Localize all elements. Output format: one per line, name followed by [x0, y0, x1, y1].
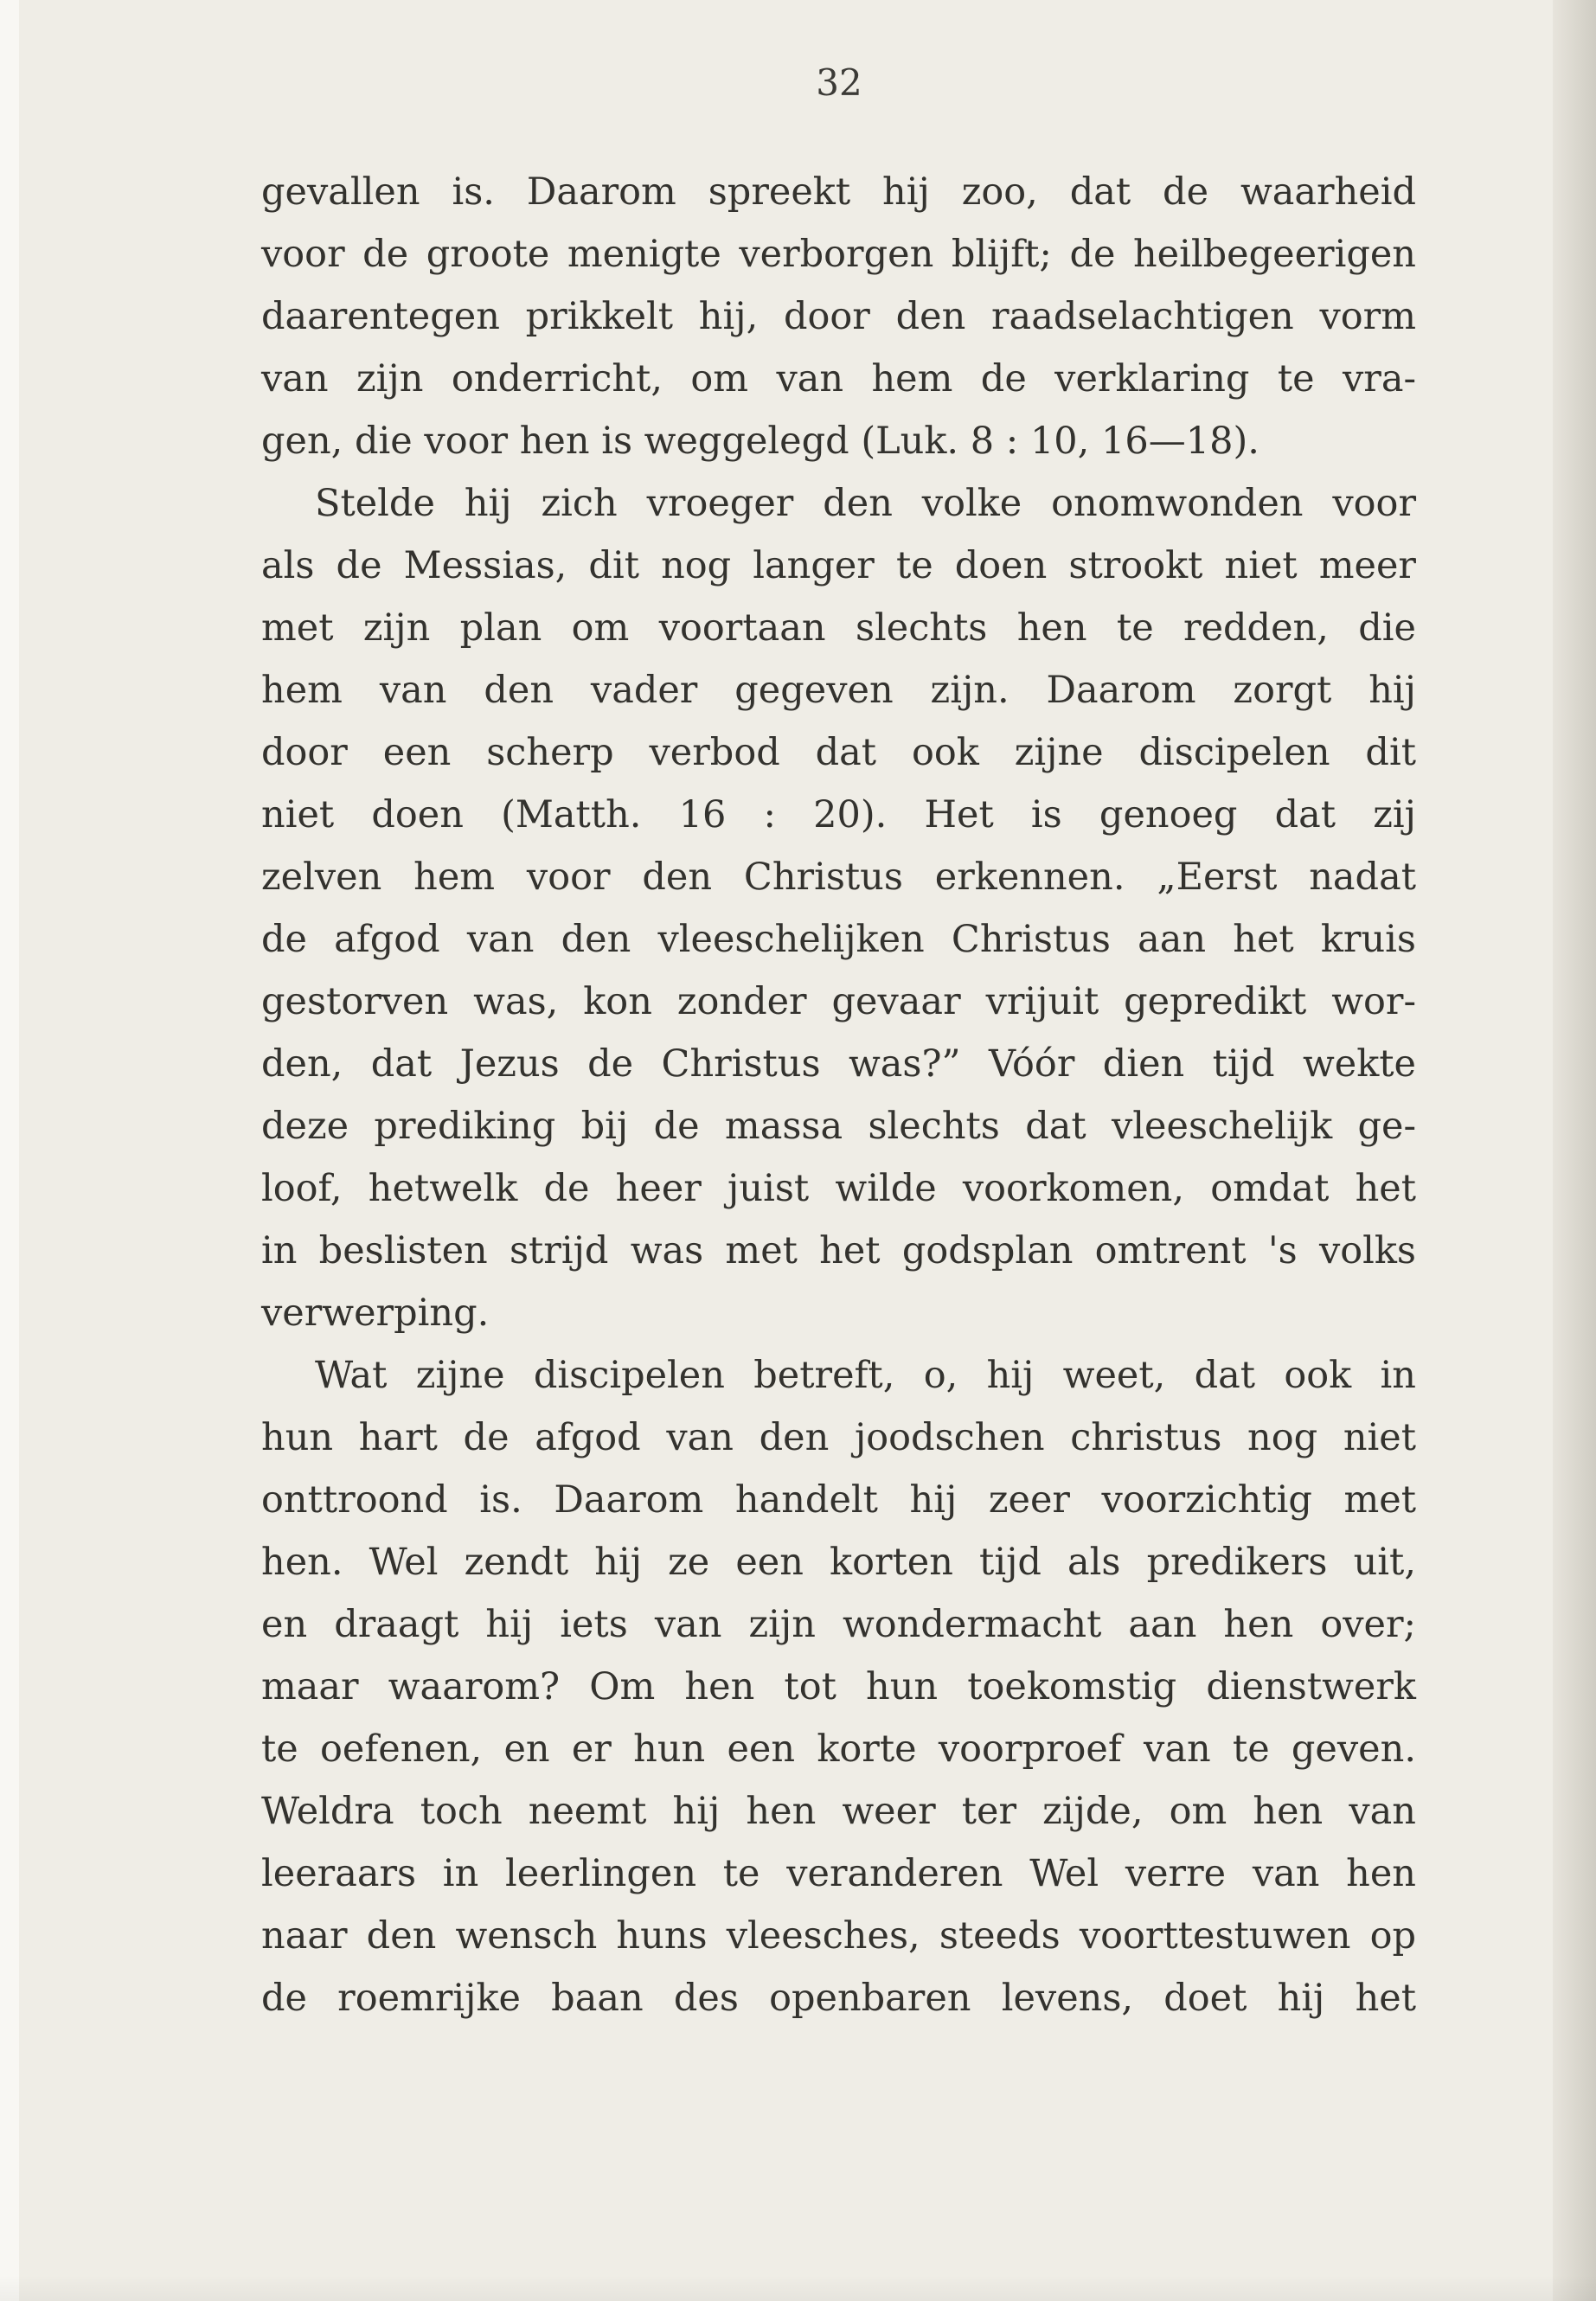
text-line: van zijn onderricht, om van hem de verklaring te vra-	[261, 357, 1416, 401]
text-line: hen. Wel zendt hij ze een korten tijd als predikers uit,	[261, 1541, 1416, 1584]
text-line: Wat zijne discipelen betreft, o, hij weet, dat ook in	[315, 1354, 1416, 1397]
text-line: maar waarom? Om hen tot hun toekomstig dienstwerk	[261, 1665, 1416, 1708]
text-line: de afgod van den vleeschelijken Christus aan het kruis	[261, 918, 1416, 961]
text-line: den, dat Jezus de Christus was?” Vóór dien tijd wekte	[261, 1042, 1416, 1086]
text-line: niet doen (Matth. 16 : 20). Het is genoeg dat zij	[261, 793, 1416, 836]
text-line: gestorven was, kon zonder gevaar vrijuit gepredikt wor-	[261, 980, 1416, 1023]
text-line: hun hart de afgod van den joodschen christus nog niet	[261, 1416, 1416, 1459]
text-line: en draagt hij iets van zijn wondermacht aan hen over;	[261, 1603, 1416, 1646]
body-text	[261, 161, 1416, 2029]
page-number: 32	[816, 61, 862, 104]
text-line: door een scherp verbod dat ook zijne discipelen dit	[261, 731, 1416, 774]
text-line: gevallen is. Daarom spreekt hij zoo, dat de waarheid	[261, 170, 1416, 214]
page-left-margin	[0, 0, 19, 2301]
text-line: loof, hetwelk de heer juist wilde voorkomen, omdat het	[261, 1167, 1416, 1210]
text-line: verwerping.	[261, 1292, 490, 1335]
text-line: Stelde hij zich vroeger den volke onomwonden voor	[315, 482, 1416, 525]
text-line: onttroond is. Daarom handelt hij zeer voorzichtig met	[261, 1478, 1416, 1522]
text-line: hem van den vader gegeven zijn. Daarom zorgt hij	[261, 669, 1416, 712]
page-binding-shadow	[1553, 0, 1596, 2301]
text-line: deze prediking bij de massa slechts dat vleeschelijk ge-	[261, 1105, 1416, 1148]
text-line: zelven hem voor den Christus erkennen. „Eerst nadat	[261, 856, 1416, 899]
text-line: naar den wensch huns vleesches, steeds voorttestuwen op	[261, 1914, 1416, 1958]
text-line: Weldra toch neemt hij hen weer ter zijde, om hen van	[261, 1790, 1416, 1833]
text-line: in beslisten strijd was met het godsplan omtrent 's volks	[261, 1229, 1416, 1272]
text-line: voor de groote menigte verborgen blijft; de heilbegeerigen	[261, 233, 1416, 276]
text-line: met zijn plan om voortaan slechts hen te redden, die	[261, 606, 1416, 650]
text-line: als de Messias, dit nog langer te doen strookt niet meer	[261, 544, 1416, 587]
text-line: leeraars in leerlingen te veranderen Wel verre van hen	[261, 1852, 1416, 1895]
text-line: te oefenen, en er hun een korte voorproef van te geven.	[261, 1727, 1416, 1771]
text-line: daarentegen prikkelt hij, door den raadselachtigen vorm	[261, 295, 1416, 338]
text-line: de roemrijke baan des openbaren levens, doet hij het	[261, 1977, 1416, 2020]
page-bottom-shade	[0, 2275, 1596, 2301]
text-line: gen, die voor hen is weggelegd (Luk. 8 : 10, 16—18).	[261, 420, 1259, 463]
